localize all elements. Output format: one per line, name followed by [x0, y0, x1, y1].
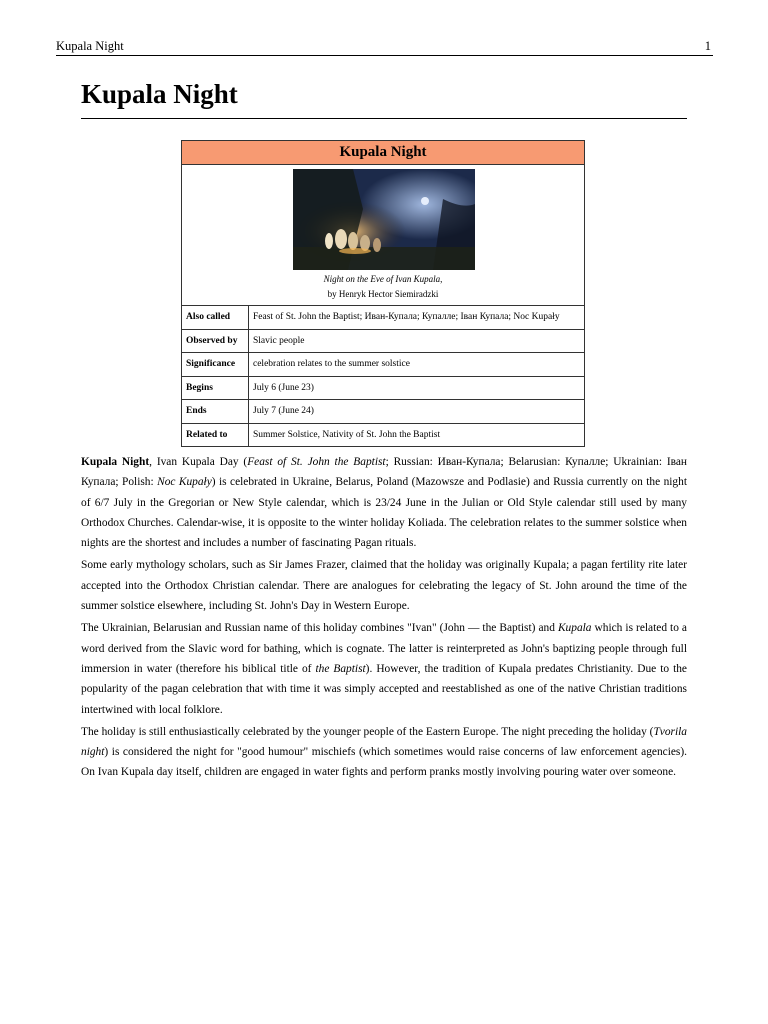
bold-lead: Kupala Night [81, 456, 150, 468]
infobox [181, 140, 585, 447]
row-label: Begins [182, 377, 249, 400]
title-divider [81, 118, 687, 119]
row-label: Significance [182, 353, 249, 376]
text-run: which is related to a word derived from the Slavic word for bathing, which is cognate. The latter is reinterpreted as John's baptizing people through full immersion in water (therefore his biblical title of [81, 622, 687, 675]
infobox-image-cell [182, 165, 584, 306]
running-header [56, 38, 713, 56]
caption-title-text: Night on the Eve of Ivan Kupala [323, 274, 441, 284]
row-value: July 6 (June 23) [253, 382, 314, 393]
page-title: Kupala Night [81, 79, 238, 109]
image-caption-credit: by Henryk Hector Siemiradzki [327, 289, 439, 299]
row-value: Feast of St. John the Baptist; Иван-Купала; Купалле; Іван Купала; Noc Kupały [253, 312, 560, 323]
text-run: The Ukrainian, Belarusian and Russian name of this holiday combines "Ivan" (John — the Baptist) and [81, 622, 558, 635]
infobox-row-also-called [182, 306, 584, 330]
infobox-row-observed-by [182, 330, 584, 354]
text-run: ). However, the tradition of Kupala predates Christianity. Due to the popularity of the pagan celebration that with time it was simply accepted and reestablished as one of the native Christian traditions intertwined with local folklore. [81, 662, 687, 716]
infobox-row-related-to [182, 424, 584, 447]
page-number: 1 [704, 39, 711, 53]
infobox-title: Kupala Night [182, 141, 584, 165]
row-label: Ends [182, 400, 249, 423]
paragraph-3 [81, 618, 687, 719]
row-label: Related to [182, 424, 249, 447]
italic-run: Tvorila night [81, 725, 687, 759]
row-value: Slavic people [253, 335, 305, 346]
infobox-row-begins [182, 377, 584, 401]
text-run: The holiday is still enthusiastically celebrated by the younger people of the Eastern Europe. The night preceding the holiday ( [81, 725, 654, 738]
text-run: ; Russian: Иван-Купала; Belarusian: Купалле; Ukrainian: Іван Купала; Polish: [81, 456, 688, 489]
paragraph-2: Some early mythology scholars, such as Sir James Frazer, claimed that the holiday was originally Kupala; a pagan fertility rite later accepted into the Orthodox Christian calendar. There are analogues for celebrating the legacy of St. John around the time of the summer solstice elsewhere, including St. John's Day in Western Europe. [81, 559, 687, 613]
caption-title-suffix: , [440, 274, 443, 284]
text-run: ) is celebrated in Ukraine, Belarus, Poland (Mazowsze and Podlasie) and Russia currently on the night of 6/7 July in the Gregorian or New Style calendar, which is 23/24 June in the Julian or Old Style calendar still used by many Orthodox Churches. Calendar-wise, it is opposite to the winter holiday Koliada. The celebration relates to the summer solstice when nights are the shortest and includes a number of fascinating Pagan rituals. [81, 476, 687, 550]
running-header-title: Kupala Night [56, 39, 124, 53]
paragraph-4 [81, 722, 687, 783]
row-label: Also called [182, 306, 249, 329]
article-body [81, 452, 687, 785]
italic-run: Noc Kupały [157, 476, 212, 489]
paragraph-1 [81, 452, 687, 553]
row-value: celebration relates to the summer solstice [253, 359, 410, 370]
text-run: , Ivan Kupala Day ( [149, 456, 248, 468]
infobox-row-significance [182, 353, 584, 377]
italic-run: Feast of St. John the Baptist [247, 456, 386, 468]
row-value: Summer Solstice, Nativity of St. John the Baptist [253, 429, 441, 440]
infobox-row-ends [182, 400, 584, 424]
painting-image [293, 169, 475, 270]
row-value: July 7 (June 24) [253, 406, 314, 417]
row-label: Observed by [182, 330, 249, 353]
text-run: ) is considered the night for "good humour" mischiefs (which sometimes would raise concerns of law enforcement agencies). On Ivan Kupala day itself, children are engaged in water fights and perform pranks mostly involving pouring water over someone. [81, 746, 687, 779]
image-caption-title [182, 274, 584, 284]
italic-run: the Baptist [315, 662, 366, 675]
italic-run: Kupala [557, 622, 592, 635]
